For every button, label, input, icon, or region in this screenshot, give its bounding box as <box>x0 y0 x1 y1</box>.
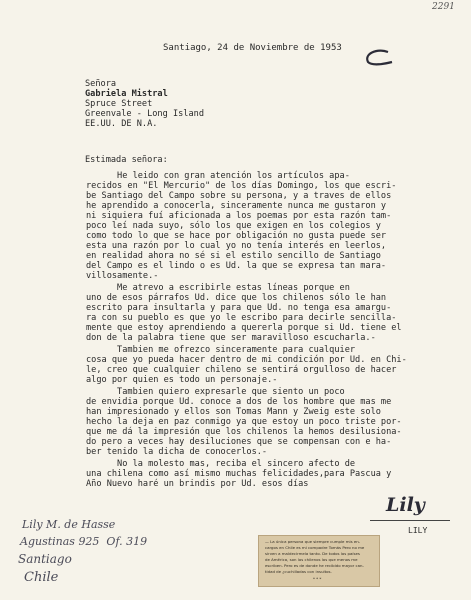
body-line: escrito para insultarla y para que Ud. no tenga esa amargu- <box>86 303 392 313</box>
address-line: Lily M. de Hasse <box>22 518 116 531</box>
body-line: Tambien me ofrezco sinceramente para cualquier <box>86 345 356 355</box>
body-line: be Santiago del Campo sobre su persona, y a traves de ellos <box>86 191 392 201</box>
body-line: villosamente.- <box>86 271 159 281</box>
clipping-line: escriben. Pero es de donde he recibido mayor can- <box>265 563 364 568</box>
clipping-line: tidad de ¿cuchilladas con insultos. <box>265 569 332 574</box>
address-line: Chile <box>24 570 59 585</box>
body-line: Año Nuevo haré un brindis por Ud. esos días <box>86 479 309 489</box>
body-line: del Campo es el lindo o es Ud. la que se expresa tan mara- <box>86 261 387 271</box>
body-line: han impresionado y ellos son Tomas Mann y Zweig este solo <box>86 407 381 417</box>
recipient-country: EE.UU. DE N.A. <box>85 119 158 129</box>
body-line: Tambien quiero expresarle que siento un poco <box>86 387 345 397</box>
body-line: que me dá la impresión que los chilenos la hemos desilusiona- <box>86 427 402 437</box>
body-line: No la molesto mas, reciba el sincero afecto de <box>86 459 356 469</box>
clipping-line: cargos en Chile es mi compadre Tomás Pero no me <box>265 545 365 550</box>
body-line: uno de esos párrafos Ud. dice que los chilenos sólo le han <box>86 293 387 303</box>
recipient-name: Gabriela Mistral <box>85 89 168 99</box>
body-line: algo por quien es todo un personaje.- <box>86 375 278 385</box>
signature-rule <box>370 520 450 521</box>
address-line: Agustinas 925 Of. 319 <box>20 535 148 548</box>
greeting: Estimada señora: <box>85 155 168 165</box>
body-line: He leido con gran atención los artículos apa- <box>86 171 350 181</box>
clipping-line: * * * <box>313 576 322 581</box>
address-line: Santiago <box>18 552 72 566</box>
body-line: como todo lo que se hace por obligación no gusta puede ser <box>86 231 387 241</box>
typed-signature: LILY <box>408 526 428 535</box>
clipping-line: sirven a maldecirmela tanto. De todos los países <box>265 551 360 556</box>
signature-text: Lily <box>386 494 425 516</box>
body-line: do pero a veces hay desiluciones que se compensan con e ha- <box>86 437 392 447</box>
body-line: cosa que yo pueda hacer dentro de mi condición por Ud. en Chi- <box>86 355 407 365</box>
newspaper-clipping <box>258 535 380 587</box>
body-line: ra con su pueblo es que yo le escribo para decirle sencilla- <box>86 313 397 323</box>
body-line: recidos en "El Mercurio" de los días Domingo, los que escri- <box>86 181 397 191</box>
body-line: Me atrevo a escribirle estas líneas porque en <box>86 283 350 293</box>
recipient-title: Señora <box>85 79 117 89</box>
body-line: ni siquiera fuí aficionada a los poemas por esta razón tam- <box>86 211 392 221</box>
date-line: Santiago, 24 de Noviembre de 1953 <box>163 43 342 53</box>
body-line: don de la palabra tiene que ser maravilloso escucharla.- <box>86 333 376 343</box>
body-line: poco leí nada suyo, sólo los que exigen en los colegios y <box>86 221 381 231</box>
body-line: ber tenido la dicha de conocerlos.- <box>86 447 268 457</box>
body-line: he aprendido a conocerla, sinceramente nunca me gustaron y <box>86 201 387 211</box>
body-line: esta una razón por lo cual yo no tenía interés en leerlos, <box>86 241 387 251</box>
pen-mark <box>358 48 398 68</box>
body-line: le, creo que cualquier chileno se sentirá orgulloso de hacer <box>86 365 397 375</box>
recipient-city: Greenvale - Long Island <box>85 109 204 119</box>
body-line: mente que estoy aprendiendo a quererla porque si Ud. tiene el <box>86 323 402 333</box>
recipient-street: Spruce Street <box>85 99 153 109</box>
archive-number: 2291 <box>432 2 455 12</box>
clipping-line: — La única persona que siempre cumple mis en- <box>265 539 361 544</box>
body-line: de envidia porque Ud. conoce a dos de los hombre que mas me <box>86 397 392 407</box>
body-line: hecho la deja en paz conmigo ya que estoy un poco triste por- <box>86 417 402 427</box>
clipping-line: de América, son los chilenos los que menos me <box>265 557 358 562</box>
body-line: en realidad ahora no sé si el estilo sencillo de Santiago <box>86 251 381 261</box>
body-line: una chilena como así mismo muchas felicidades,para Pascua y <box>86 469 392 479</box>
